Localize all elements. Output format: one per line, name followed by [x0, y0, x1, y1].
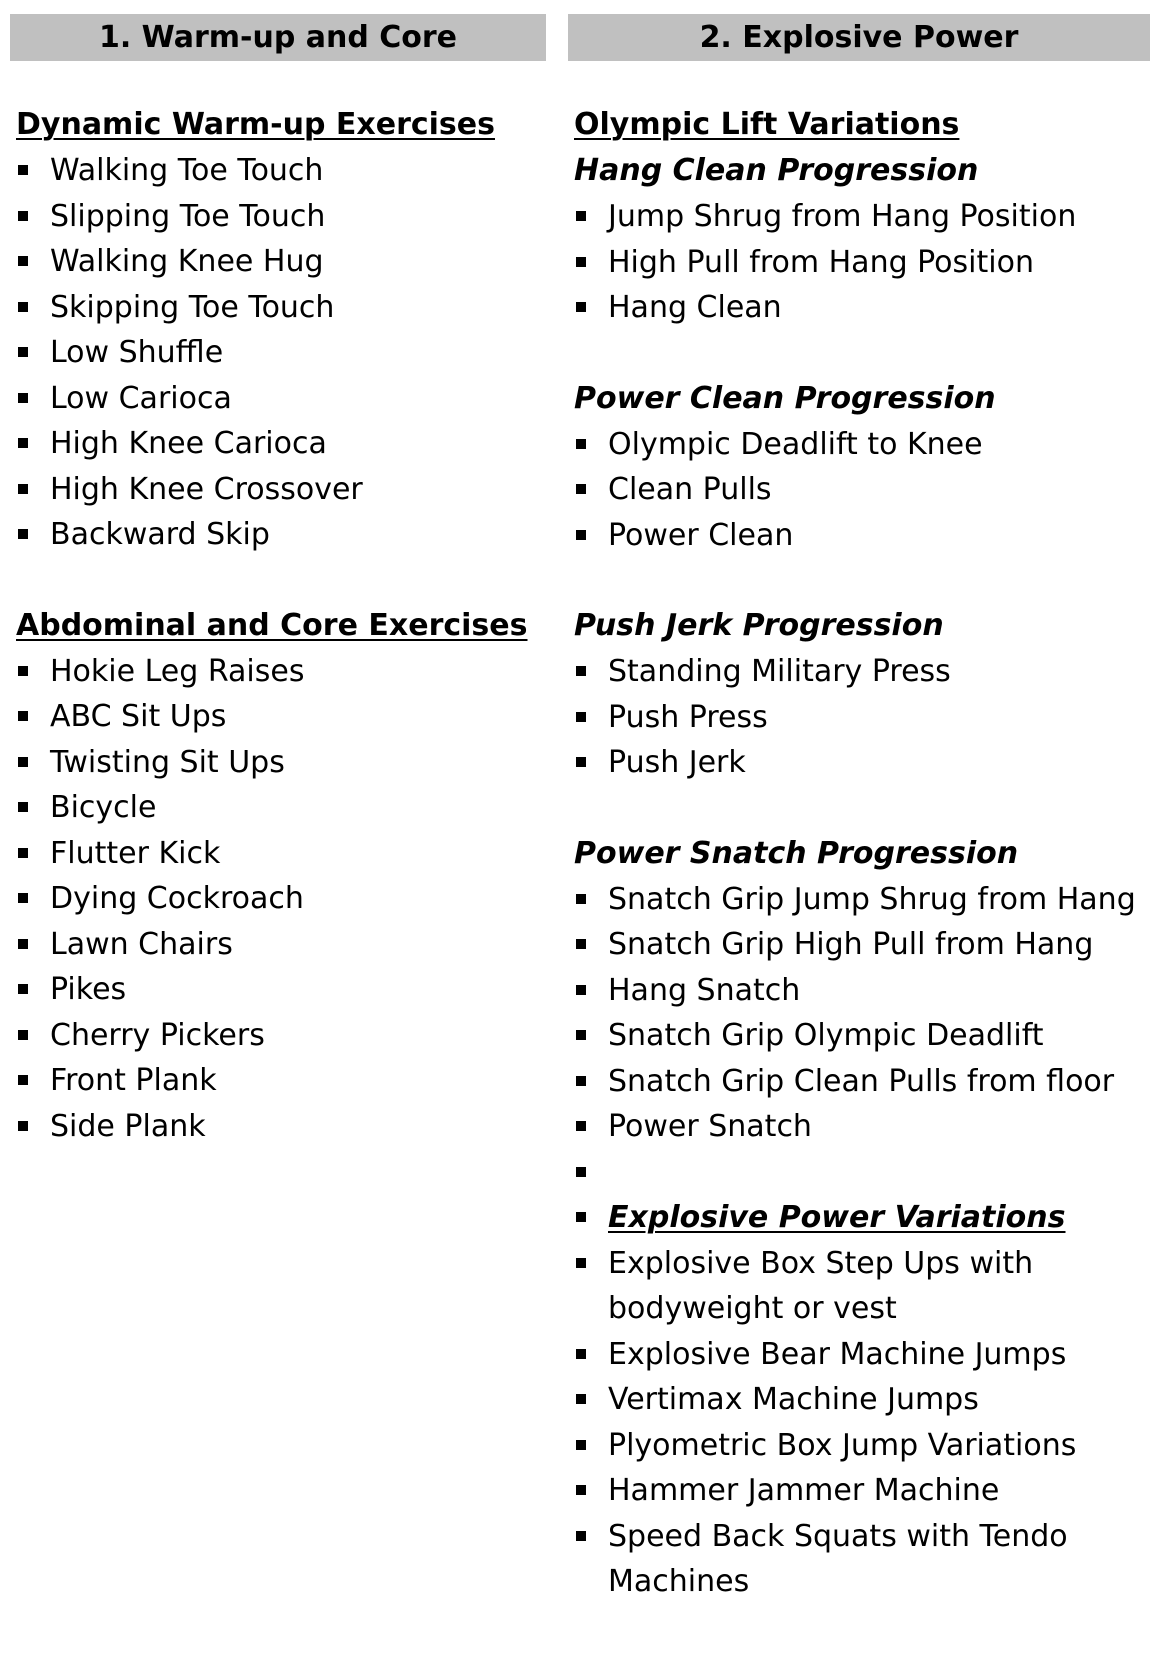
power-clean-list [568, 422, 1150, 559]
list-item: Backward Skip [10, 512, 546, 558]
list-item: Skipping Toe Touch [10, 285, 546, 331]
power-snatch-list [568, 877, 1150, 1605]
push-jerk-list [568, 649, 1150, 786]
list-item: Snatch Grip High Pull from Hang [568, 922, 1150, 968]
list-item: Flutter Kick [10, 831, 546, 877]
list-item: Slipping Toe Touch [10, 194, 546, 240]
list-item: Power Clean [568, 513, 1150, 559]
spacer [568, 786, 1150, 831]
section-title-dynamic-warmup: Dynamic Warm-up Exercises [16, 107, 495, 142]
list-item: Snatch Grip Olympic Deadlift [568, 1013, 1150, 1059]
list-item: Low Shuffle [10, 330, 546, 376]
list-item: Dying Cockroach [10, 876, 546, 922]
section-title-abdominal-core: Abdominal and Core Exercises [16, 607, 528, 643]
list-item: Hang Snatch [568, 968, 1150, 1014]
list-item: High Knee Carioca [10, 421, 546, 467]
subtitle-hang-clean: Hang Clean Progression [574, 153, 979, 188]
list-item: Standing Military Press [568, 649, 1150, 695]
list-item: Olympic Deadlift to Knee [568, 422, 1150, 468]
list-item: Low Carioca [10, 376, 546, 422]
list-item: Push Press [568, 695, 1150, 741]
abdominal-core-list [10, 649, 546, 1150]
subtitle-power-snatch: Power Snatch Progression [574, 835, 1019, 871]
dynamic-warmup-list [10, 148, 546, 558]
list-item: Front Plank [10, 1058, 546, 1104]
subtitle-push-jerk: Push Jerk Progression [574, 608, 944, 643]
list-item: Walking Toe Touch [10, 148, 546, 194]
warmup-core-column [10, 14, 546, 1149]
spacer [10, 558, 546, 603]
list-item: Speed Back Squats with Tendo Machines [568, 1514, 1068, 1605]
list-item: Pikes [10, 967, 546, 1013]
list-item: Explosive Box Step Ups with bodyweight or vest [568, 1241, 1068, 1332]
list-item: Vertimax Machine Jumps [568, 1377, 1150, 1423]
list-item-empty [568, 1150, 1150, 1196]
list-item: Explosive Bear Machine Jumps [568, 1332, 1150, 1378]
list-item-explosive-title [568, 1195, 1150, 1241]
column-header-warmup-core: 1. Warm-up and Core [10, 14, 546, 61]
list-item: Push Jerk [568, 740, 1150, 786]
list-item: Plyometric Box Jump Variations [568, 1423, 1150, 1469]
list-item: Jump Shrug from Hang Position [568, 194, 1150, 240]
spacer [568, 331, 1150, 376]
list-item: Snatch Grip Clean Pulls from floor [568, 1059, 1150, 1105]
list-item: Hang Clean [568, 285, 1150, 331]
list-item: ABC Sit Ups [10, 694, 546, 740]
list-item: Clean Pulls [568, 467, 1150, 513]
column-header-explosive-power: 2. Explosive Power [568, 14, 1150, 61]
list-item: Lawn Chairs [10, 922, 546, 968]
list-item: Walking Knee Hug [10, 239, 546, 285]
explosive-variations-title: Explosive Power Variations [608, 1200, 1066, 1235]
section-title-olympic-lift: Olympic Lift Variations [574, 107, 960, 142]
list-item: Power Snatch [568, 1104, 1150, 1150]
list-item: Bicycle [10, 785, 546, 831]
subtitle-power-clean: Power Clean Progression [574, 380, 996, 416]
list-item: Twisting Sit Ups [10, 740, 546, 786]
list-item: High Knee Crossover [10, 467, 546, 513]
list-item: Side Plank [10, 1104, 546, 1150]
list-item: Cherry Pickers [10, 1013, 546, 1059]
list-item: Snatch Grip Jump Shrug from Hang [568, 877, 1150, 923]
list-item: Hokie Leg Raises [10, 649, 546, 695]
list-item: Hammer Jammer Machine [568, 1468, 1150, 1514]
hang-clean-list [568, 194, 1150, 331]
spacer [568, 558, 1150, 603]
explosive-power-column [568, 14, 1150, 1605]
list-item: High Pull from Hang Position [568, 240, 1150, 286]
